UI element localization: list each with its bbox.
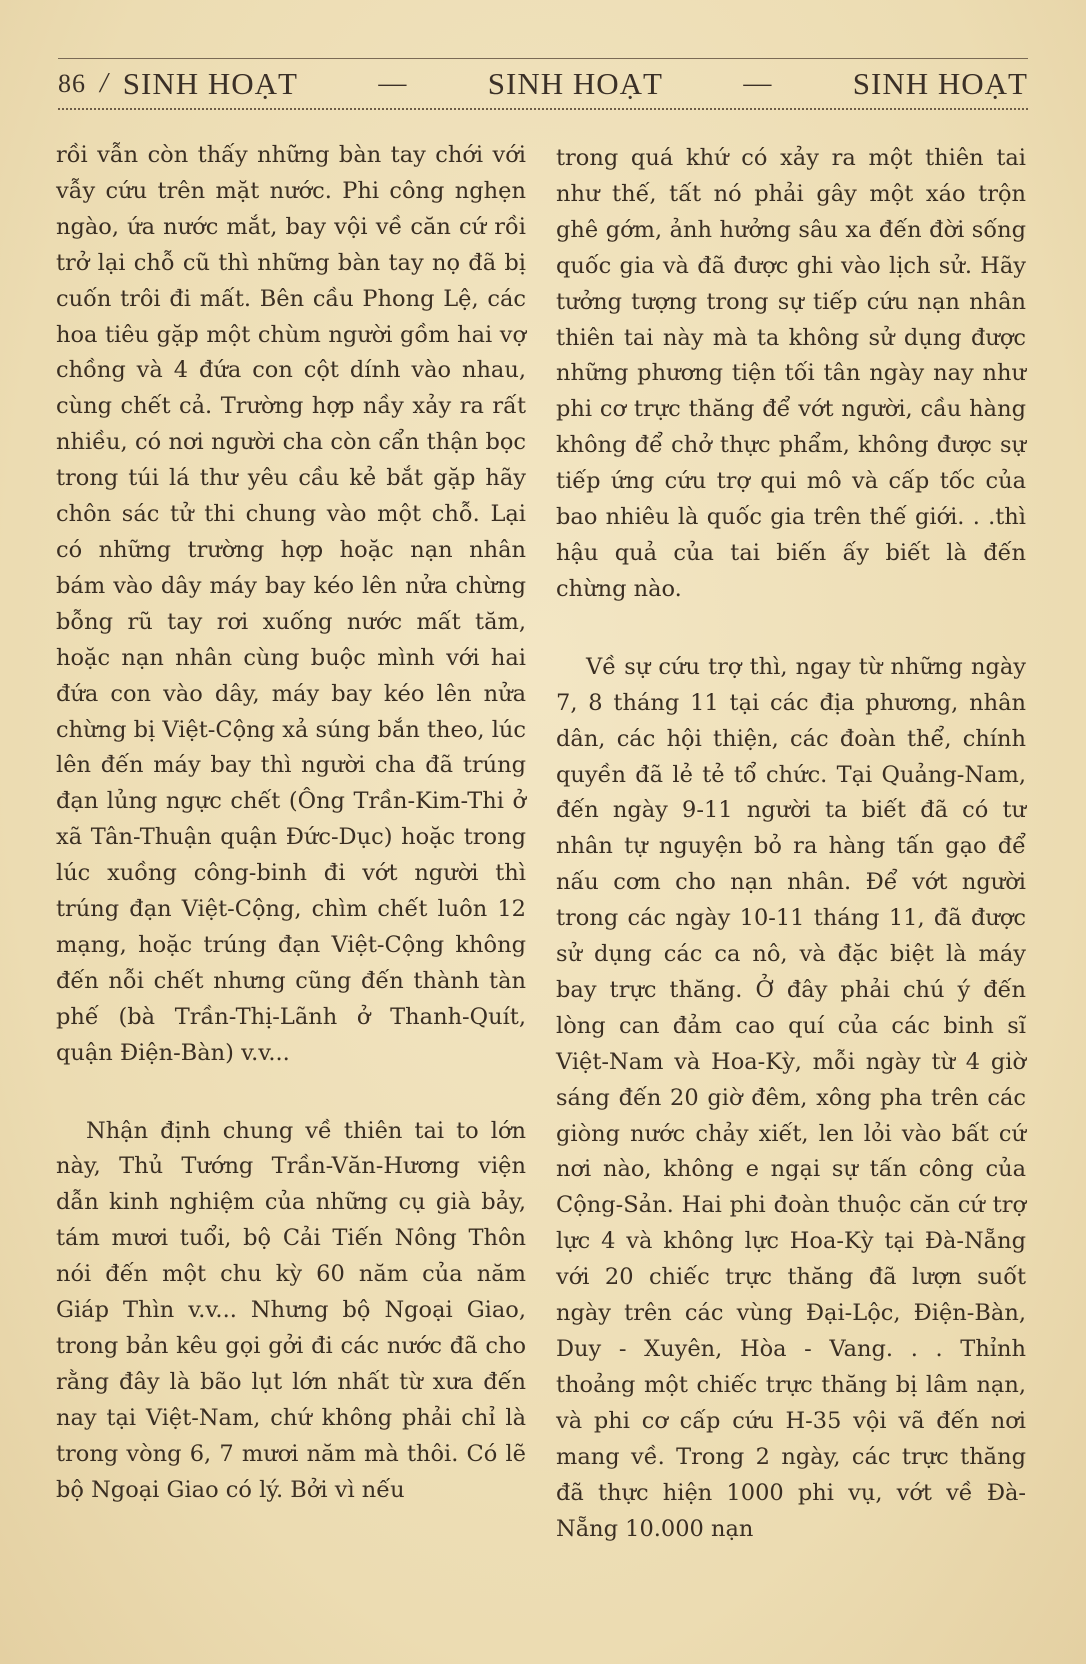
- paragraph-spacer: [56, 1072, 526, 1114]
- right-paragraph-2: Về sự cứu trợ thì, ngay từ những ngày 7, 8 tháng 11 tại các địa phương, nhân dân, các hội thiện, các đoàn thể, chính quyền đã lẻ tẻ tổ chức. Tại Quảng-Nam, đến ngày 9-11 người ta biết đã có tư nhân tự nguyện bỏ ra hàng tấn gạo để nấu cơm cho nạn nhân. Để vớt người trong các ngày 10-11 tháng 11, đã được sử dụng các ca nô, và đặc biệt là máy bay trực thăng. Ở đây phải chú ý đến lòng can đảm cao quí của các binh sĩ Việt-Nam và Hoa-Kỳ, mỗi ngày từ 4 giờ sáng đến 20 giờ đêm, xông pha trên các giòng nước chảy xiết, len lỏi vào bất cứ nơi nào, không e ngại sự tấn công của Cộng-Sản. Hai phi đoàn thuộc căn cứ trợ lực 4 và không lực Hoa-Kỳ tại Đà-Nẵng với 20 chiếc trực thăng đã lượn suốt ngày trên các vùng Đại-Lộc, Điện-Bàn, Duy - Xuyên, Hòa - Vang. . . Thỉnh thoảng một chiếc trực thăng bị lâm nạn, và phi cơ cấp cứu H-35 vội vã đến nơi mang về. Trong 2 ngày, các trực thăng đã thực hiện 1000 phi vụ, vớt về Đà-Nẵng 10.000 nạn: [556, 653, 1026, 1542]
- running-title-3: SINH HOẠT: [852, 66, 1028, 101]
- running-header: [58, 66, 1028, 102]
- left-paragraph-1: rồi vẫn còn thấy những bàn tay chới với vẫy cứu trên mặt nước. Phi công nghẹn ngào, ứa nước mắt, bay vội về căn cứ rồi trở lại chỗ cũ thì những bàn tay nọ đã bị cuốn trôi đi mất. Bên cầu Phong Lệ, các hoa tiêu gặp một chùm người gồm hai vợ chồng và 4 đứa con cột dính vào nhau, cùng chết cả. Trường hợp nầy xảy ra rất nhiều, có nơi người cha còn cẩn thận bọc trong túi lá thư yêu cầu kẻ bắt gặp hãy chôn sác tử thi chung vào một chỗ. Lại có những trường hợp hoặc nạn nhân bám vào dây máy bay kéo lên nửa chừng bỗng rũ tay rơi xuống nước mất tăm, hoặc nạn nhân cùng buộc mình với hai đứa con vào dây, máy bay kéo lên nửa chừng bị Việt-Cộng xả súng bắn theo, lúc lên đến máy bay thì người cha đã trúng đạn lủng ngực chết (Ông Trần-Kim-Thi ở xã Tân-Thuận quận Đức-Dục) hoặc trong lúc xuồng công-binh đi vớt người thì trúng đạn Việt-Cộng, chìm chết luôn 12 mạng, hoặc trúng đạn Việt-Cộng không đến nỗi chết nhưng cũng đến thành tàn phế (bà Trần-Thị-Lãnh ở Thanh-Quít, quận Điện-Bàn) v.v...: [56, 142, 526, 1066]
- header-separator: /: [100, 68, 109, 99]
- header-left-group: [58, 66, 298, 102]
- running-title-1: SINH HOẠT: [122, 66, 298, 101]
- right-paragraph-1: trong quá khứ có xảy ra một thiên tai như thế, tất nó phải gây một xáo trộn ghê gớm, ảnh hưởng sâu xa đến đời sống quốc gia và đã được ghi vào lịch sử. Hãy tưởng tượng trong sự tiếp cứu nạn nhân thiên tai này mà ta không sử dụng được những phương tiện tối tân ngày nay như phi cơ trực thăng để vớt người, cầu hàng không để chở thực phẩm, không được sự tiếp ứng cứu trợ qui mô và cấp tốc của bao nhiêu là quốc gia trên thế giới. . .thì hậu quả của tai biến ấy biết là đến chừng nào.: [556, 145, 1026, 602]
- running-title-2: SINH HOẠT: [487, 66, 663, 101]
- right-column: [556, 141, 1026, 1547]
- paragraph-spacer: [556, 608, 1026, 650]
- left-paragraph-2: Nhận định chung về thiên tai to lớn này, Thủ Tướng Trần-Văn-Hương viện dẫn kinh nghiệm của những cụ già bảy, tám mươi tuổi, bộ Cải Tiến Nông Thôn nói đến một chu kỳ 60 năm của năm Giáp Thìn v.v... Nhưng bộ Ngoại Giao, trong bản kêu gọi gởi đi các nước đã cho rằng đây là bão lụt lớn nhất từ xưa đến nay tại Việt-Nam, chứ không phải chỉ là trong vòng 6, 7 mươi năm mà thôi. Có lẽ bộ Ngoại Giao có lý. Bởi vì nếu: [56, 1117, 526, 1503]
- header-rule-bottom: [58, 108, 1028, 110]
- header-rule-top: [58, 58, 1028, 59]
- header-dash-2: —: [743, 68, 773, 99]
- header-dash-1: —: [378, 68, 408, 99]
- left-column: [56, 138, 526, 1509]
- page-number: 86: [58, 69, 86, 98]
